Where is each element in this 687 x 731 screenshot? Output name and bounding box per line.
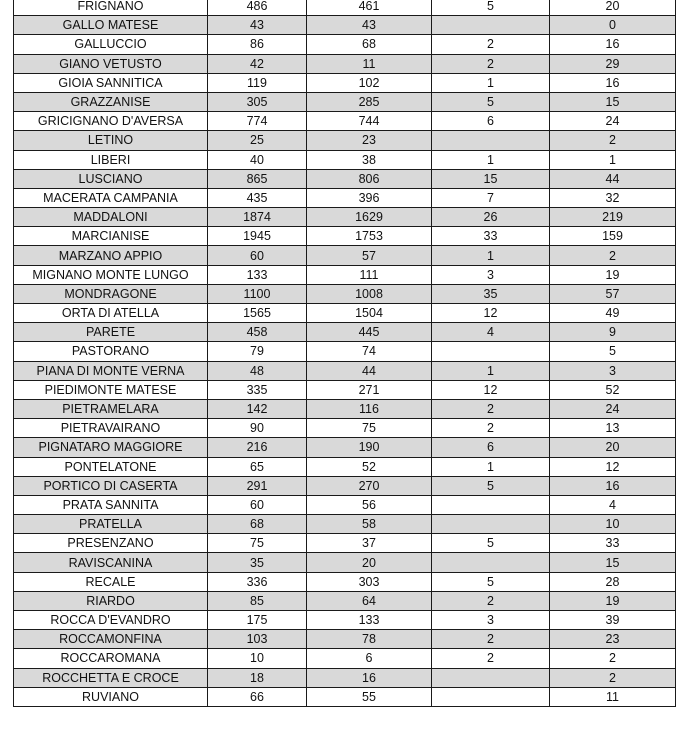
- municipality-cell: PRESENZANO: [14, 534, 208, 553]
- municipality-cell: RAVISCANINA: [14, 553, 208, 572]
- value-cell-1: 1945: [208, 227, 307, 246]
- value-cell-1: 65: [208, 457, 307, 476]
- municipality-cell: ORTA DI ATELLA: [14, 304, 208, 323]
- municipality-cell: PIETRAVAIRANO: [14, 419, 208, 438]
- value-cell-4: 15: [550, 553, 676, 572]
- value-cell-4: 3: [550, 361, 676, 380]
- value-cell-3: 2: [432, 399, 550, 418]
- value-cell-4: 2: [550, 131, 676, 150]
- municipality-cell: PIANA DI MONTE VERNA: [14, 361, 208, 380]
- value-cell-1: 85: [208, 591, 307, 610]
- value-cell-4: 19: [550, 591, 676, 610]
- value-cell-4: 5: [550, 342, 676, 361]
- table-row: [14, 399, 676, 418]
- value-cell-2: 57: [307, 246, 432, 265]
- municipality-cell: PONTELATONE: [14, 457, 208, 476]
- value-cell-1: 336: [208, 572, 307, 591]
- municipality-cell: PORTICO DI CASERTA: [14, 476, 208, 495]
- value-cell-2: 116: [307, 399, 432, 418]
- municipality-cell: LUSCIANO: [14, 169, 208, 188]
- value-cell-4: 52: [550, 380, 676, 399]
- value-cell-2: 461: [307, 0, 432, 16]
- value-cell-4: 2: [550, 668, 676, 687]
- value-cell-2: 43: [307, 16, 432, 35]
- municipality-cell: GIANO VETUSTO: [14, 54, 208, 73]
- table-row: [14, 73, 676, 92]
- value-cell-4: 20: [550, 438, 676, 457]
- value-cell-2: 303: [307, 572, 432, 591]
- table-row: [14, 35, 676, 54]
- table-row: [14, 438, 676, 457]
- value-cell-4: 0: [550, 16, 676, 35]
- municipality-cell: PIETRAMELARA: [14, 399, 208, 418]
- value-cell-3: 2: [432, 419, 550, 438]
- table-row: [14, 54, 676, 73]
- value-cell-3: 12: [432, 304, 550, 323]
- value-cell-3: [432, 553, 550, 572]
- municipality-cell: RIARDO: [14, 591, 208, 610]
- value-cell-4: 20: [550, 0, 676, 16]
- table-row: [14, 169, 676, 188]
- value-cell-4: 12: [550, 457, 676, 476]
- value-cell-4: 2: [550, 246, 676, 265]
- value-cell-4: 2: [550, 649, 676, 668]
- value-cell-2: 1629: [307, 208, 432, 227]
- value-cell-3: 15: [432, 169, 550, 188]
- table-row: [14, 92, 676, 111]
- value-cell-3: 6: [432, 112, 550, 131]
- municipality-cell: MADDALONI: [14, 208, 208, 227]
- value-cell-3: 33: [432, 227, 550, 246]
- value-cell-2: 806: [307, 169, 432, 188]
- value-cell-4: 39: [550, 611, 676, 630]
- value-cell-1: 335: [208, 380, 307, 399]
- value-cell-3: 5: [432, 476, 550, 495]
- municipality-cell: RUVIANO: [14, 687, 208, 706]
- value-cell-3: 2: [432, 54, 550, 73]
- value-cell-2: 75: [307, 419, 432, 438]
- table-row: [14, 419, 676, 438]
- value-cell-2: 38: [307, 150, 432, 169]
- value-cell-2: 111: [307, 265, 432, 284]
- municipality-cell: PRATA SANNITA: [14, 495, 208, 514]
- value-cell-3: [432, 495, 550, 514]
- value-cell-2: 190: [307, 438, 432, 457]
- table-row: [14, 553, 676, 572]
- value-cell-2: 133: [307, 611, 432, 630]
- municipality-cell: ROCCAROMANA: [14, 649, 208, 668]
- table-row: [14, 208, 676, 227]
- value-cell-1: 486: [208, 0, 307, 16]
- value-cell-4: 24: [550, 112, 676, 131]
- value-cell-3: [432, 668, 550, 687]
- value-cell-1: 35: [208, 553, 307, 572]
- value-cell-3: 1: [432, 73, 550, 92]
- municipality-cell: ROCCHETTA E CROCE: [14, 668, 208, 687]
- value-cell-4: 32: [550, 188, 676, 207]
- value-cell-3: 3: [432, 265, 550, 284]
- municipality-cell: MARCIANISE: [14, 227, 208, 246]
- value-cell-3: 1: [432, 246, 550, 265]
- value-cell-3: 4: [432, 323, 550, 342]
- value-cell-1: 1100: [208, 284, 307, 303]
- municipality-cell: MONDRAGONE: [14, 284, 208, 303]
- table-row: [14, 668, 676, 687]
- value-cell-3: 7: [432, 188, 550, 207]
- value-cell-3: 12: [432, 380, 550, 399]
- value-cell-3: [432, 342, 550, 361]
- table-row: [14, 591, 676, 610]
- value-cell-3: 2: [432, 649, 550, 668]
- value-cell-2: 271: [307, 380, 432, 399]
- value-cell-2: 396: [307, 188, 432, 207]
- municipality-cell: LIBERI: [14, 150, 208, 169]
- municipality-cell: ROCCAMONFINA: [14, 630, 208, 649]
- municipality-cell: GRAZZANISE: [14, 92, 208, 111]
- value-cell-1: 86: [208, 35, 307, 54]
- value-cell-2: 1008: [307, 284, 432, 303]
- value-cell-2: 58: [307, 515, 432, 534]
- value-cell-3: 26: [432, 208, 550, 227]
- municipality-cell: MARZANO APPIO: [14, 246, 208, 265]
- value-cell-3: 5: [432, 92, 550, 111]
- value-cell-4: 16: [550, 476, 676, 495]
- table-row: [14, 495, 676, 514]
- value-cell-4: 16: [550, 35, 676, 54]
- value-cell-1: 119: [208, 73, 307, 92]
- value-cell-4: 10: [550, 515, 676, 534]
- value-cell-2: 1504: [307, 304, 432, 323]
- value-cell-2: 20: [307, 553, 432, 572]
- value-cell-2: 52: [307, 457, 432, 476]
- value-cell-2: 74: [307, 342, 432, 361]
- table-row: [14, 572, 676, 591]
- table-row: [14, 476, 676, 495]
- value-cell-1: 1565: [208, 304, 307, 323]
- value-cell-3: 1: [432, 361, 550, 380]
- value-cell-1: 79: [208, 342, 307, 361]
- table-row: [14, 304, 676, 323]
- value-cell-3: 35: [432, 284, 550, 303]
- value-cell-3: 2: [432, 591, 550, 610]
- value-cell-1: 40: [208, 150, 307, 169]
- value-cell-2: 445: [307, 323, 432, 342]
- value-cell-4: 24: [550, 399, 676, 418]
- table-row: [14, 630, 676, 649]
- municipality-cell: MACERATA CAMPANIA: [14, 188, 208, 207]
- value-cell-4: 44: [550, 169, 676, 188]
- table-row: [14, 342, 676, 361]
- table-row: [14, 361, 676, 380]
- municipality-cell: GIOIA SANNITICA: [14, 73, 208, 92]
- table-row: [14, 515, 676, 534]
- value-cell-2: 16: [307, 668, 432, 687]
- value-cell-2: 44: [307, 361, 432, 380]
- value-cell-1: 10: [208, 649, 307, 668]
- value-cell-4: 159: [550, 227, 676, 246]
- municipality-cell: PARETE: [14, 323, 208, 342]
- table-row: [14, 227, 676, 246]
- table-row: [14, 188, 676, 207]
- value-cell-1: 175: [208, 611, 307, 630]
- municipality-cell: PRATELLA: [14, 515, 208, 534]
- value-cell-1: 60: [208, 495, 307, 514]
- value-cell-4: 1: [550, 150, 676, 169]
- value-cell-4: 57: [550, 284, 676, 303]
- value-cell-1: 103: [208, 630, 307, 649]
- value-cell-4: 11: [550, 687, 676, 706]
- table-row: [14, 380, 676, 399]
- value-cell-1: 18: [208, 668, 307, 687]
- value-cell-4: 23: [550, 630, 676, 649]
- table-row: [14, 265, 676, 284]
- municipality-cell: ROCCA D'EVANDRO: [14, 611, 208, 630]
- municipality-cell: MIGNANO MONTE LUNGO: [14, 265, 208, 284]
- value-cell-1: 48: [208, 361, 307, 380]
- value-cell-1: 435: [208, 188, 307, 207]
- value-cell-3: 6: [432, 438, 550, 457]
- value-cell-4: 16: [550, 73, 676, 92]
- value-cell-1: 458: [208, 323, 307, 342]
- table-row: [14, 16, 676, 35]
- value-cell-2: 11: [307, 54, 432, 73]
- value-cell-4: 19: [550, 265, 676, 284]
- value-cell-2: 37: [307, 534, 432, 553]
- municipality-cell: GALLO MATESE: [14, 16, 208, 35]
- value-cell-1: 43: [208, 16, 307, 35]
- value-cell-1: 291: [208, 476, 307, 495]
- table-row: [14, 150, 676, 169]
- value-cell-3: 2: [432, 35, 550, 54]
- table-row: [14, 0, 676, 16]
- value-cell-3: 2: [432, 630, 550, 649]
- value-cell-3: 5: [432, 572, 550, 591]
- value-cell-1: 305: [208, 92, 307, 111]
- value-cell-1: 75: [208, 534, 307, 553]
- value-cell-1: 90: [208, 419, 307, 438]
- value-cell-3: 1: [432, 457, 550, 476]
- value-cell-2: 744: [307, 112, 432, 131]
- value-cell-3: 1: [432, 150, 550, 169]
- municipality-cell: PASTORANO: [14, 342, 208, 361]
- value-cell-1: 1874: [208, 208, 307, 227]
- value-cell-3: [432, 16, 550, 35]
- table-row: [14, 457, 676, 476]
- value-cell-1: 133: [208, 265, 307, 284]
- value-cell-2: 55: [307, 687, 432, 706]
- value-cell-1: 68: [208, 515, 307, 534]
- value-cell-3: [432, 515, 550, 534]
- value-cell-3: 3: [432, 611, 550, 630]
- value-cell-3: [432, 687, 550, 706]
- table-row: [14, 687, 676, 706]
- municipality-cell: GRICIGNANO D'AVERSA: [14, 112, 208, 131]
- municipality-cell: LETINO: [14, 131, 208, 150]
- value-cell-4: 15: [550, 92, 676, 111]
- municipality-cell: FRIGNANO: [14, 0, 208, 16]
- value-cell-2: 102: [307, 73, 432, 92]
- value-cell-4: 13: [550, 419, 676, 438]
- value-cell-3: 5: [432, 534, 550, 553]
- value-cell-1: 66: [208, 687, 307, 706]
- table-body: [14, 0, 676, 706]
- value-cell-4: 4: [550, 495, 676, 514]
- table-row: [14, 534, 676, 553]
- value-cell-4: 49: [550, 304, 676, 323]
- value-cell-4: 29: [550, 54, 676, 73]
- value-cell-1: 216: [208, 438, 307, 457]
- table-row: [14, 131, 676, 150]
- value-cell-2: 1753: [307, 227, 432, 246]
- municipality-cell: RECALE: [14, 572, 208, 591]
- value-cell-1: 142: [208, 399, 307, 418]
- table-row: [14, 112, 676, 131]
- value-cell-4: 219: [550, 208, 676, 227]
- table-row: [14, 649, 676, 668]
- value-cell-3: [432, 131, 550, 150]
- value-cell-2: 23: [307, 131, 432, 150]
- value-cell-4: 33: [550, 534, 676, 553]
- table-row: [14, 284, 676, 303]
- data-table: [13, 0, 676, 707]
- value-cell-2: 68: [307, 35, 432, 54]
- table-row: [14, 323, 676, 342]
- value-cell-2: 6: [307, 649, 432, 668]
- value-cell-3: 5: [432, 0, 550, 16]
- municipality-cell: PIGNATARO MAGGIORE: [14, 438, 208, 457]
- value-cell-1: 42: [208, 54, 307, 73]
- value-cell-2: 64: [307, 591, 432, 610]
- table-row: [14, 246, 676, 265]
- value-cell-2: 285: [307, 92, 432, 111]
- value-cell-1: 25: [208, 131, 307, 150]
- value-cell-2: 78: [307, 630, 432, 649]
- value-cell-4: 9: [550, 323, 676, 342]
- municipality-cell: PIEDIMONTE MATESE: [14, 380, 208, 399]
- municipality-cell: GALLUCCIO: [14, 35, 208, 54]
- table-row: [14, 611, 676, 630]
- value-cell-1: 60: [208, 246, 307, 265]
- value-cell-1: 865: [208, 169, 307, 188]
- value-cell-1: 774: [208, 112, 307, 131]
- value-cell-4: 28: [550, 572, 676, 591]
- value-cell-2: 56: [307, 495, 432, 514]
- value-cell-2: 270: [307, 476, 432, 495]
